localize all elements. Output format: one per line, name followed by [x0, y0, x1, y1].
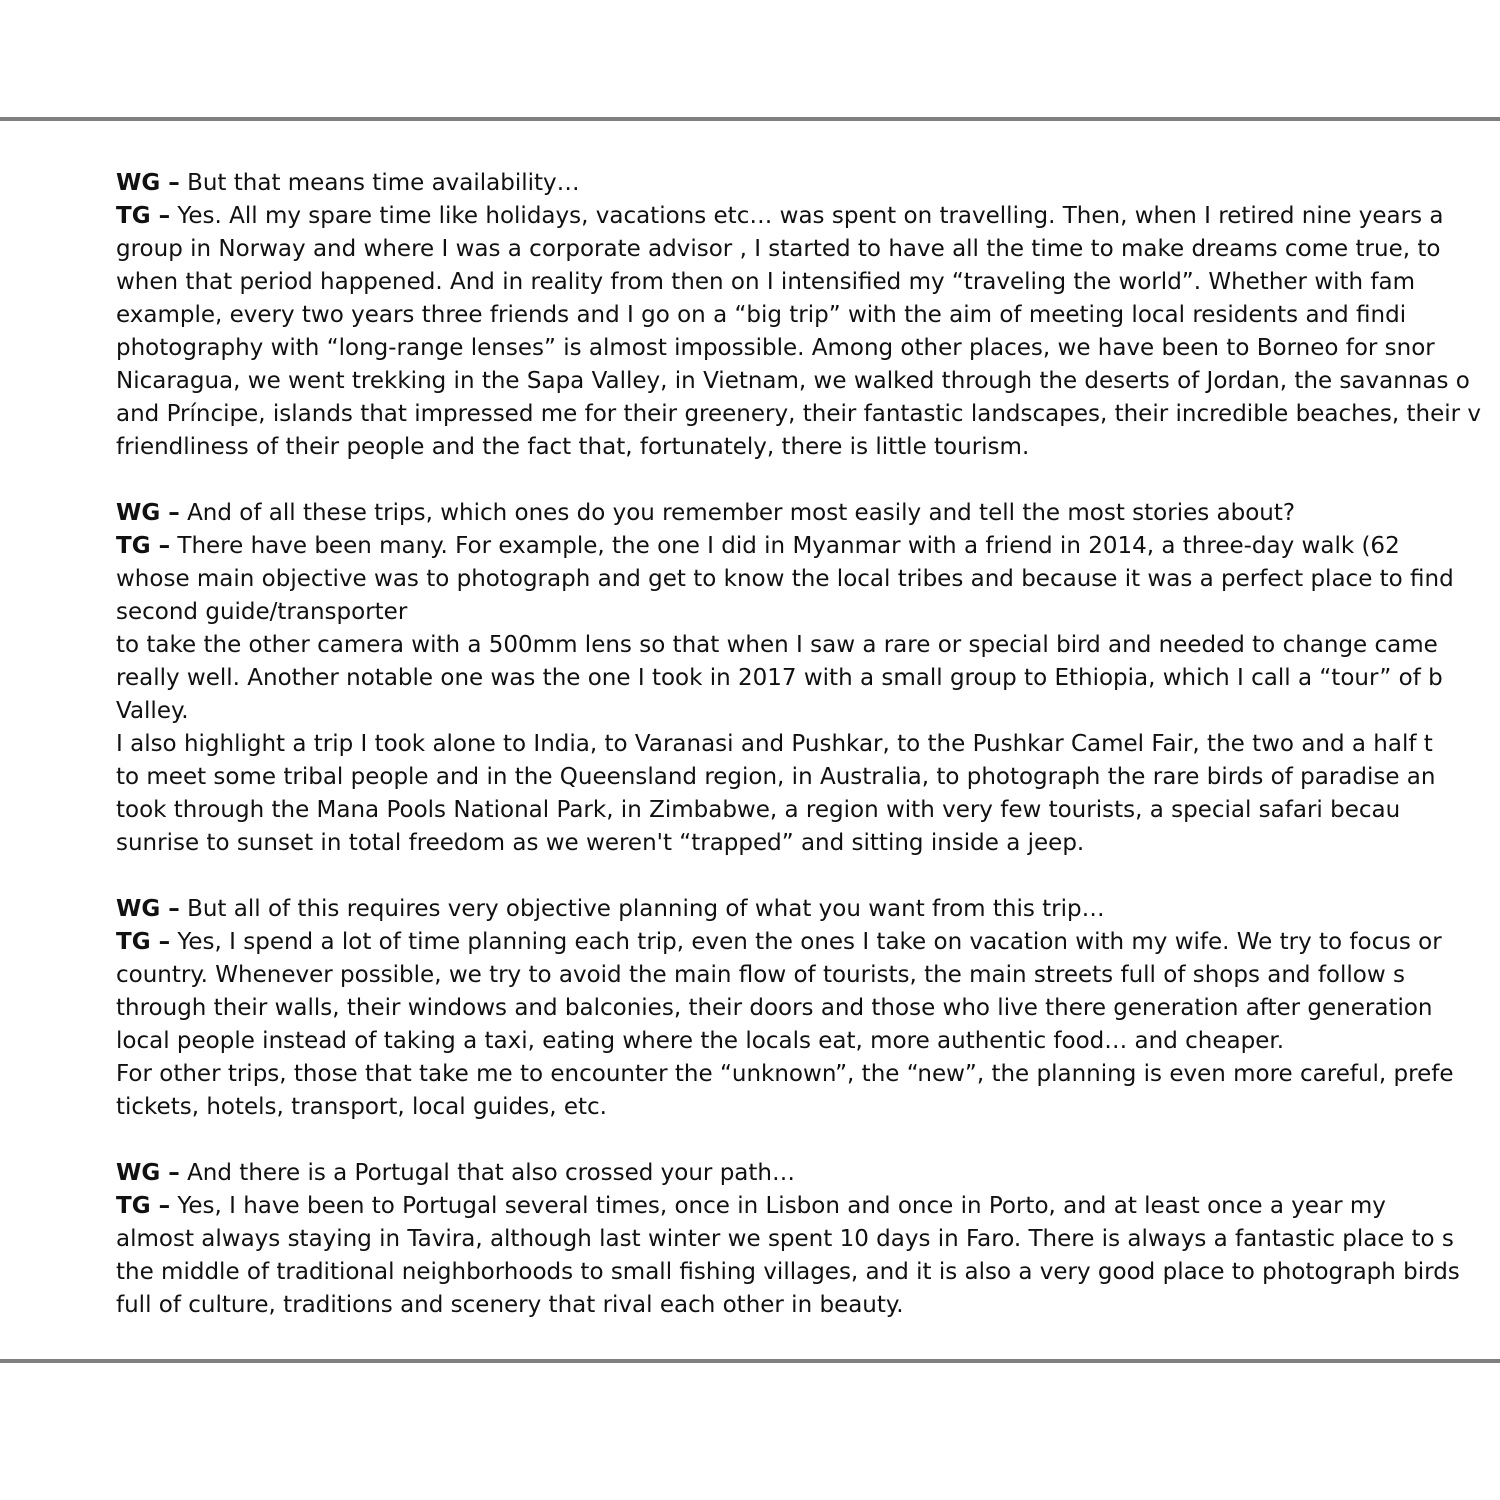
speaker-label: WG – — [116, 170, 180, 196]
line-text: through their walls, their windows and balconies, their doors and those who live there generation after generation — [116, 995, 1433, 1021]
answer-line — [116, 200, 1500, 233]
answer-line — [116, 662, 1500, 695]
line-text: Nicaragua, we went trekking in the Sapa Valley, in Vietnam, we walked through the deserts of Jordan, the savannas o — [116, 368, 1470, 394]
line-text: Yes. All my spare time like holidays, vacations etc… was spent on travelling. Then, when I retired nine years a — [170, 203, 1444, 229]
answer-line — [116, 563, 1500, 596]
answer-line — [116, 1256, 1500, 1289]
answer-line — [116, 530, 1500, 563]
bottom-divider — [0, 1359, 1500, 1363]
speaker-label: WG – — [116, 896, 180, 922]
speaker-label: TG – — [116, 1193, 171, 1219]
answer-line — [116, 992, 1500, 1025]
line-text: example, every two years three friends and I go on a “big trip” with the aim of meeting local residents and findi — [116, 302, 1407, 328]
question-line — [116, 497, 1500, 530]
top-divider — [0, 117, 1500, 121]
answer-line — [116, 695, 1500, 728]
paragraph-spacer — [116, 464, 1500, 497]
line-text: second guide/transporter — [116, 599, 408, 625]
answer-line — [116, 431, 1500, 464]
answer-line — [116, 233, 1500, 266]
line-text: There have been many. For example, the one I did in Myanmar with a friend in 2014, a three-day walk (62 — [170, 533, 1400, 559]
answer-line — [116, 1289, 1500, 1322]
question-line — [116, 167, 1500, 200]
answer-line — [116, 926, 1500, 959]
line-text: sunrise to sunset in total freedom as we weren't “trapped” and sitting inside a jeep. — [116, 830, 1085, 856]
line-text: whose main objective was to photograph and get to know the local tribes and because it was a perfect place to find — [116, 566, 1454, 592]
line-text: Yes, I spend a lot of time planning each trip, even the ones I take on vacation with my wife. We try to focus or — [170, 929, 1442, 955]
line-text: the middle of traditional neighborhoods to small fishing villages, and it is also a very good place to photograph birds — [116, 1259, 1460, 1285]
answer-line — [116, 1091, 1500, 1124]
speaker-label: WG – — [116, 1160, 180, 1186]
interview-text — [116, 167, 1500, 1322]
speaker-label: TG – — [116, 929, 171, 955]
answer-line — [116, 761, 1500, 794]
speaker-label: WG – — [116, 500, 180, 526]
line-text: group in Norway and where I was a corporate advisor , I started to have all the time to make dreams come true, to — [116, 236, 1441, 262]
line-text: tickets, hotels, transport, local guides, etc. — [116, 1094, 607, 1120]
answer-line — [116, 629, 1500, 662]
answer-line — [116, 398, 1500, 431]
line-text: For other trips, those that take me to encounter the “unknown”, the “new”, the planning is even more careful, prefe — [116, 1061, 1454, 1087]
answer-line — [116, 299, 1500, 332]
answer-line — [116, 1223, 1500, 1256]
answer-line — [116, 1058, 1500, 1091]
line-text: and Príncipe, islands that impressed me for their greenery, their fantastic landscapes, their incredible beaches, their v — [116, 401, 1481, 427]
line-text: And there is a Portugal that also crossed your path… — [179, 1160, 795, 1186]
line-text: But that means time availability… — [179, 170, 580, 196]
answer-line — [116, 266, 1500, 299]
answer-line — [116, 827, 1500, 860]
answer-line — [116, 728, 1500, 761]
line-text: took through the Mana Pools National Park, in Zimbabwe, a region with very few tourists, a special safari becau — [116, 797, 1401, 823]
line-text: Yes, I have been to Portugal several times, once in Lisbon and once in Porto, and at least once a year my — [170, 1193, 1386, 1219]
line-text: And of all these trips, which ones do you remember most easily and tell the most stories about? — [179, 500, 1296, 526]
answer-line — [116, 332, 1500, 365]
answer-line — [116, 1190, 1500, 1223]
line-text: friendliness of their people and the fact that, fortunately, there is little tourism. — [116, 434, 1030, 460]
line-text: full of culture, traditions and scenery that rival each other in beauty. — [116, 1292, 904, 1318]
paragraph-spacer — [116, 1124, 1500, 1157]
line-text: to take the other camera with a 500mm lens so that when I saw a rare or special bird and needed to change came — [116, 632, 1438, 658]
answer-line — [116, 959, 1500, 992]
line-text: to meet some tribal people and in the Queensland region, in Australia, to photograph the rare birds of paradise an — [116, 764, 1436, 790]
line-text: But all of this requires very objective planning of what you want from this trip… — [179, 896, 1105, 922]
line-text: country. Whenever possible, we try to avoid the main flow of tourists, the main streets full of shops and follow s — [116, 962, 1405, 988]
question-line — [116, 893, 1500, 926]
answer-line — [116, 1025, 1500, 1058]
line-text: really well. Another notable one was the one I took in 2017 with a small group to Ethiopia, which I call a “tour” of b — [116, 665, 1443, 691]
line-text: when that period happened. And in reality from then on I intensified my “traveling the world”. Whether with fam — [116, 269, 1416, 295]
answer-line — [116, 596, 1500, 629]
question-line — [116, 1157, 1500, 1190]
answer-line — [116, 365, 1500, 398]
line-text: Valley. — [116, 698, 189, 724]
paragraph-spacer — [116, 860, 1500, 893]
speaker-label: TG – — [116, 533, 171, 559]
speaker-label: TG – — [116, 203, 171, 229]
answer-line — [116, 794, 1500, 827]
line-text: almost always staying in Tavira, although last winter we spent 10 days in Faro. There is always a fantastic place to s — [116, 1226, 1454, 1252]
line-text: photography with “long-range lenses” is almost impossible. Among other places, we have been to Borneo for snor — [116, 335, 1435, 361]
line-text: I also highlight a trip I took alone to India, to Varanasi and Pushkar, to the Pushkar Camel Fair, the two and a half t — [116, 731, 1433, 757]
line-text: local people instead of taking a taxi, eating where the locals eat, more authentic food… and cheaper. — [116, 1028, 1285, 1054]
